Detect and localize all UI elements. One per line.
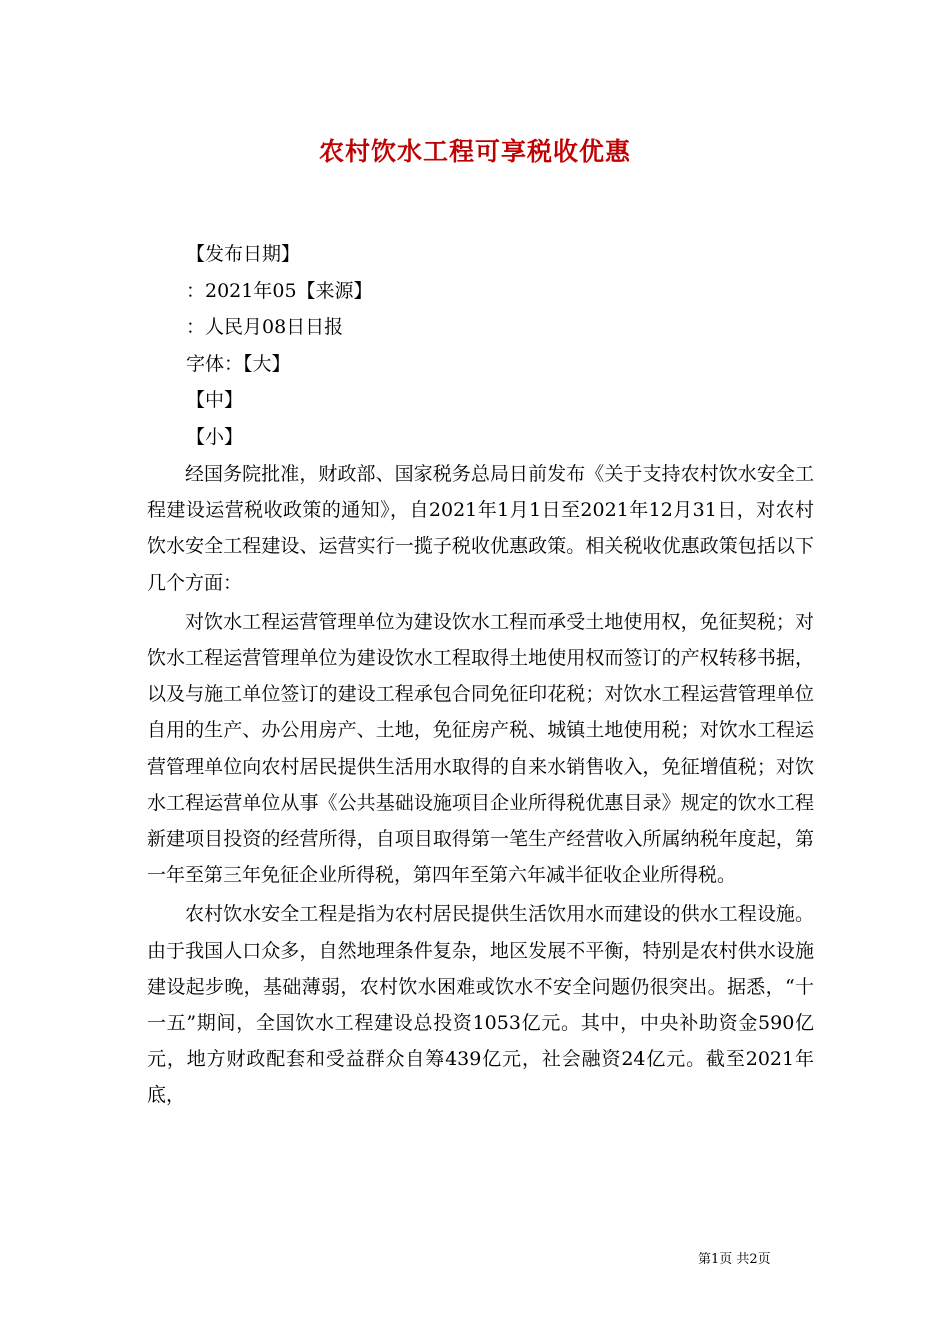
date-source-line: ：2021年05【来源】 — [186, 279, 373, 302]
paragraph-1: 经国务院批准，财政部、国家税务总局日前发布《关于支持农村饮水安全工程建设运营税收政策的通知》，自2021年1月1日至2021年12月31日，对农村饮水安全工程建设、运营实行一揽子税收优惠政策。相关税收优惠政策包括以下几个方面： — [147, 463, 814, 594]
source-line: ：人民月08日日报 — [186, 316, 344, 338]
paragraph-3: 农村饮水安全工程是指为农村居民提供生活饮用水而建设的供水工程设施。由于我国人口众多，自然地理条件复杂，地区发展不平衡，特别是农村供水设施建设起步晚，基础薄弱，农村饮水困难或饮水不安全问题仍很突出。据悉，“十一五”期间，全国饮水工程建设总投资1053亿元。其中，中央补助资金590亿元，地方财政配套和受益群众自筹439亿元，社会融资24亿元。截至2021年底， — [147, 903, 814, 1107]
font-size-medium: 【中】 — [186, 389, 244, 411]
document-title: 农村饮水工程可享税收优惠 — [318, 137, 631, 166]
publish-date-label: 【发布日期】 — [186, 243, 301, 265]
font-size-small: 【小】 — [186, 425, 244, 448]
meta-block — [186, 236, 373, 455]
paragraph-2: 对饮水工程运营管理单位为建设饮水工程而承受土地使用权，免征契税；对饮水工程运营管理单位为建设饮水工程取得土地使用权而签订的产权转移书据，以及与施工单位签订的建设工程承包合同免征印花税；对饮水工程运营管理单位自用的生产、办公用房产、土地，免征房产税、城镇土地使用税；对饮水工程运营管理单位向农村居民提供生活用水取得的自来水销售收入，免征增值税；对饮水工程运营单位从事《公共基础设施项目企业所得税优惠目录》规定的饮水工程新建项目投资的经营所得，自项目取得第一笔生产经营收入所属纳税年度起，第一年至第三年免征企业所得税，第四年至第六年减半征收企业所得税。 — [147, 610, 814, 887]
page-number: 第1页 共2页 — [698, 1252, 771, 1267]
font-size-large: 字体：【大】 — [186, 352, 291, 375]
article-body — [147, 456, 814, 1117]
